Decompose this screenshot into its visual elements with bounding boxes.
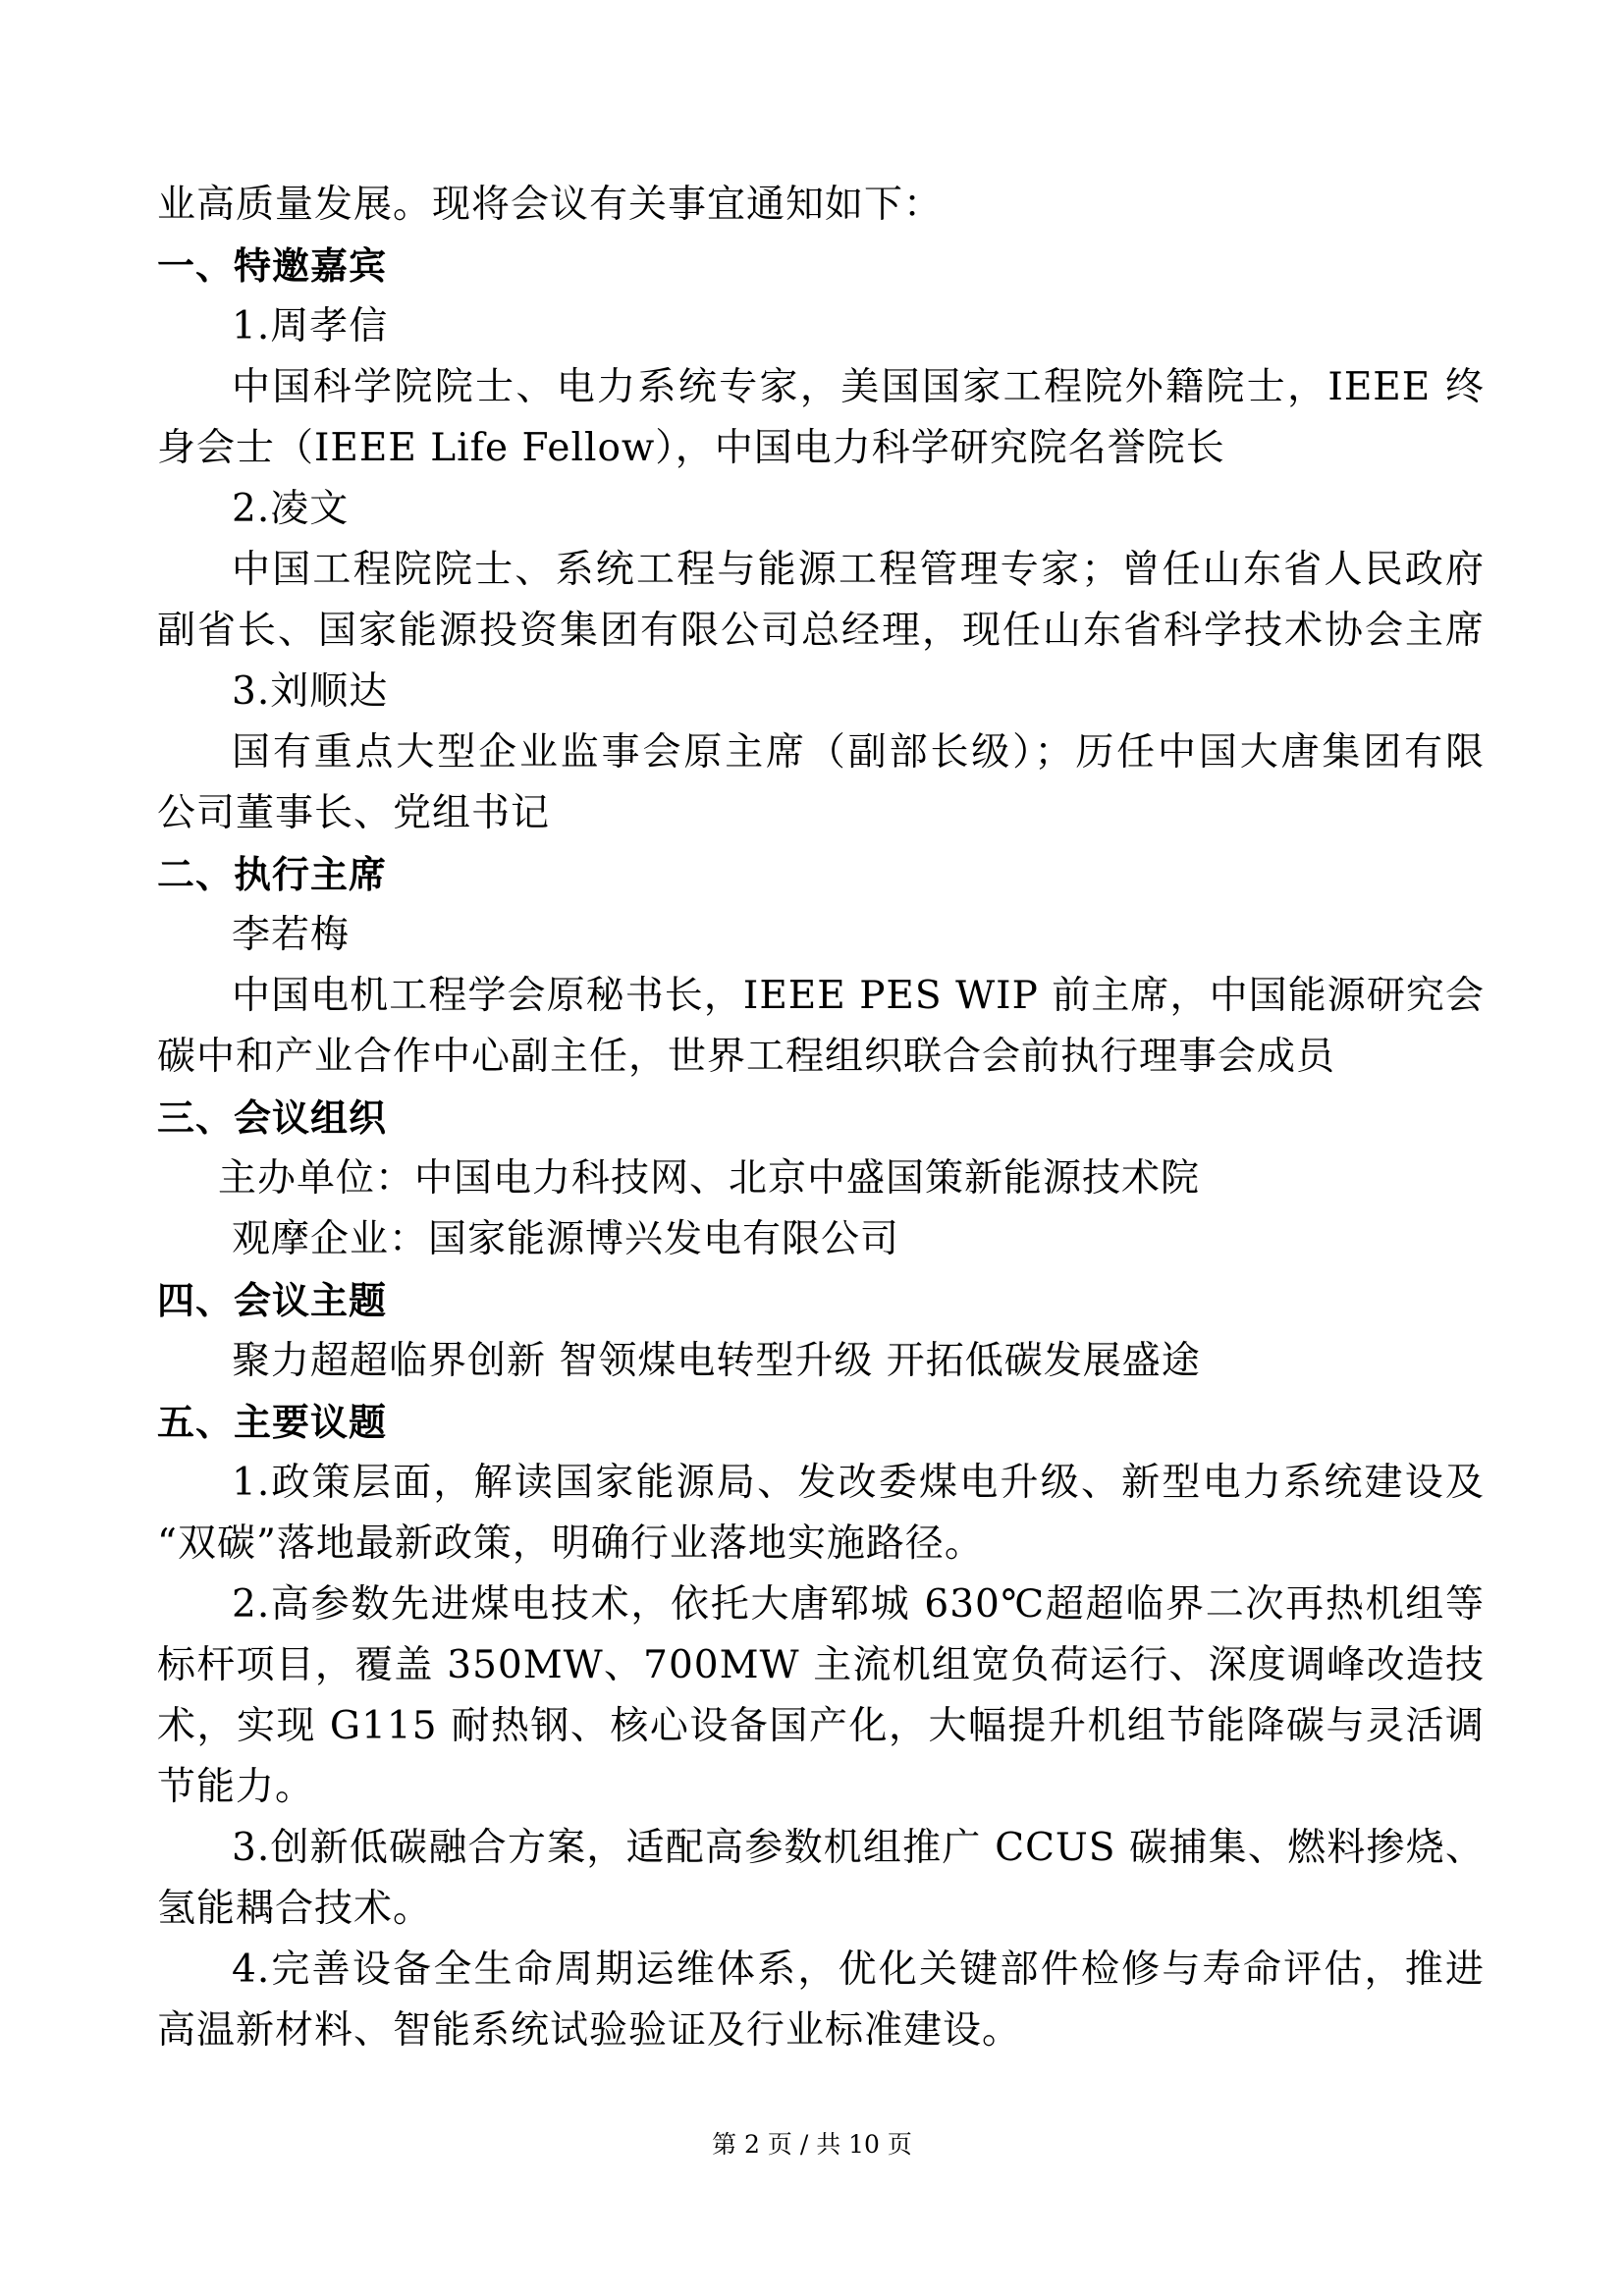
guest-2-desc-line-1: 中国工程院院士、系统工程与能源工程管理专家；曾任山东省人民政府 xyxy=(232,548,1485,592)
guest-1-desc-line-2: 身会士（IEEE Life Fellow），中国电力科学研究院名誉院长 xyxy=(157,426,1225,470)
section-heading-theme: 四、会议主题 xyxy=(157,1279,388,1322)
guest-1-name: 1.周孝信 xyxy=(232,304,389,348)
page-number-footer: 第 2 页 / 共 10 页 xyxy=(712,2130,912,2159)
intro-line: 业高质量发展。现将会议有关事宜通知如下： xyxy=(157,183,944,227)
section-heading-guests: 一、特邀嘉宾 xyxy=(157,244,388,288)
chair-desc-line-2: 碳中和产业合作中心副主任，世界工程组织联合会前执行理事会成员 xyxy=(157,1035,1336,1079)
observation-enterprise-line: 观摩企业：国家能源博兴发电有限公司 xyxy=(232,1217,900,1261)
topic-1-line-1: 1.政策层面，解读国家能源局、发改委煤电升级、新型电力系统建设及 xyxy=(232,1461,1485,1505)
section-heading-organization: 三、会议组织 xyxy=(157,1096,388,1140)
guest-3-desc-line-2: 公司董事长、党组书记 xyxy=(157,791,551,835)
theme-line: 聚力超超临界创新 智领煤电转型升级 开拓低碳发展盛途 xyxy=(232,1339,1201,1383)
topic-1-line-2: “双碳”落地最新政策，明确行业落地实施路径。 xyxy=(157,1522,984,1566)
topic-3-line-2: 氢能耦合技术。 xyxy=(157,1887,433,1931)
guest-2-desc-line-2: 副省长、国家能源投资集团有限公司总经理，现任山东省科学技术协会主席 xyxy=(157,609,1485,653)
chair-name: 李若梅 xyxy=(232,913,351,957)
topic-2-line-2: 标杆项目，覆盖 350MW、700MW 主流机组宽负荷运行、深度调峰改造技 xyxy=(157,1643,1485,1687)
topic-4-line-1: 4.完善设备全生命周期运维体系，优化关键部件检修与寿命评估，推进 xyxy=(232,1948,1485,1992)
organizer-line: 主办单位：中国电力科技网、北京中盛国策新能源技术院 xyxy=(218,1156,1201,1201)
guest-3-name: 3.刘顺达 xyxy=(232,669,389,714)
section-heading-topics: 五、主要议题 xyxy=(157,1401,388,1444)
chair-desc-line-1: 中国电机工程学会原秘书长，IEEE PES WIP 前主席，中国能源研究会 xyxy=(232,974,1485,1018)
section-heading-chair: 二、执行主席 xyxy=(157,853,388,896)
topic-2-line-1: 2.高参数先进煤电技术，依托大唐郓城 630℃超超临界二次再热机组等 xyxy=(232,1582,1485,1627)
topic-3-line-1: 3.创新低碳融合方案，适配高参数机组推广 CCUS 碳捕集、燃料掺烧、 xyxy=(232,1826,1485,1870)
topic-4-line-2: 高温新材料、智能系统试验验证及行业标准建设。 xyxy=(157,2008,1022,2053)
topic-2-line-4: 节能力。 xyxy=(157,1765,315,1809)
guest-1-desc-line-1: 中国科学院院士、电力系统专家，美国国家工程院外籍院士，IEEE 终 xyxy=(232,365,1485,409)
guest-2-name: 2.凌文 xyxy=(232,487,350,531)
topic-2-line-3: 术，实现 G115 耐热钢、核心设备国产化，大幅提升机组节能降碳与灵活调 xyxy=(157,1704,1485,1748)
guest-3-desc-line-1: 国有重点大型企业监事会原主席（副部长级）；历任中国大唐集团有限 xyxy=(232,730,1485,774)
